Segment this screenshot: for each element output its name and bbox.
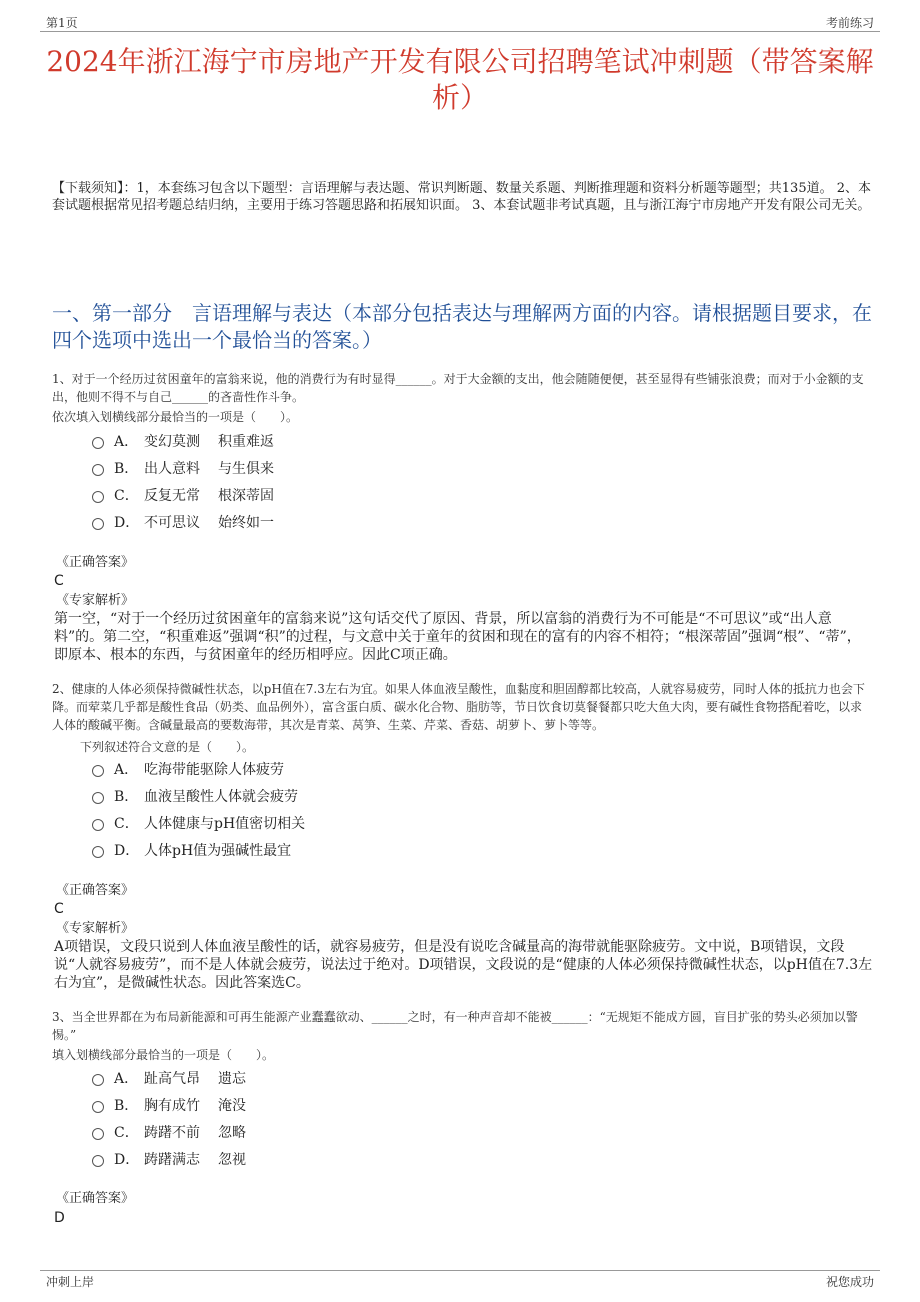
question-3-option-a[interactable]: A． 趾高气昂 遗忘 — [92, 1064, 246, 1091]
footer-right-text: 祝您成功 — [825, 1275, 874, 1289]
document-title: 2024年浙江海宁市房地产开发有限公司招聘笔试冲刺题（带答案解析） — [46, 45, 874, 114]
question-2-option-d[interactable]: D． 人体pH值为强碱性最宜 — [92, 836, 305, 863]
question-3-option-c[interactable]: C． 踌躇不前 忽略 — [92, 1118, 246, 1145]
question-3-answer: D — [54, 1210, 65, 1226]
question-1-option-b[interactable]: B． 出人意料 与生俱来 — [92, 454, 274, 481]
radio-icon[interactable] — [92, 1101, 104, 1113]
page-number: 第1页 — [46, 16, 78, 30]
radio-icon[interactable] — [92, 464, 104, 476]
header-divider — [40, 31, 880, 32]
radio-icon[interactable] — [92, 1155, 104, 1167]
answer-label: 《正确答案》 — [56, 883, 135, 898]
question-1-options — [92, 427, 274, 535]
question-3-prompt: 填入划横线部分最恰当的一项是（ ）。 — [52, 1048, 275, 1062]
download-notice: 【下载须知】：1，本套练习包含以下题型：言语理解与表达题、常识判断题、数量关系题、判断推理题和资料分析题等题型；共135道。 2、本套试题根据常见招考题总结归纳，主要用于练习答题思路和拓展知识面。 3、本套试题非考试真题，且与浙江海宁市房地产开发有限公司无关。 — [52, 181, 871, 213]
question-2-analysis: A项错误，文段只说到人体血液呈酸性的话，就容易疲劳，但是没有说吃含碱量高的海带就能驱除疲劳。文中说，B项错误，文段说“人就容易疲劳”，而不是人体就会疲劳，说法过于绝对。D项错误，文段说的是“健康的人体必须保持微碱性状态，以pH值在7.3左右为宜”，是微碱性状态。因此答案选C。 — [54, 939, 873, 991]
radio-icon[interactable] — [92, 1074, 104, 1086]
footer-divider — [40, 1270, 880, 1271]
question-3-options — [92, 1064, 246, 1172]
question-1-option-a[interactable]: A． 变幻莫测 积重难返 — [92, 427, 274, 454]
radio-icon[interactable] — [92, 491, 104, 503]
radio-icon[interactable] — [92, 765, 104, 777]
question-2-option-b[interactable]: B． 血液呈酸性人体就会疲劳 — [92, 782, 305, 809]
question-1-prompt: 依次填入划横线部分最恰当的一项是（ ）。 — [52, 410, 299, 424]
section-heading: 一、第一部分 言语理解与表达（本部分包括表达与理解两方面的内容。请根据题目要求，在四个选项中选出一个最恰当的答案。） — [52, 301, 872, 352]
question-1-text: 1、对于一个经历过贫困童年的富翁来说，他的消费行为有时显得______。对于大金额的支出，他会随随便便，甚至显得有些铺张浪费；而对于小金额的支出，他则不得不与自己______的吝啬性作斗争。 — [52, 372, 864, 404]
header-tag: 考前练习 — [825, 16, 874, 30]
footer-left-text: 冲刺上岸 — [46, 1275, 95, 1289]
question-1-answer: C — [54, 573, 64, 589]
question-2-option-a[interactable]: A． 吃海带能驱除人体疲劳 — [92, 755, 305, 782]
question-1-option-d[interactable]: D． 不可思议 始终如一 — [92, 508, 274, 535]
answer-label: 《正确答案》 — [56, 1191, 135, 1206]
question-1-analysis: 第一空，“对于一个经历过贫困童年的富翁来说”这句话交代了原因、背景，所以富翁的消费行为不可能是“不可思议”或“出人意料”的。第二空，“积重难返”强调“积”的过程，与文意中关于童年的贫困和现在的富有的内容不相符；“根深蒂固”强调“根”、“蒂”，即原本、根本的东西，与贫困童年的经历相呼应。因此C项正确。 — [54, 611, 861, 663]
radio-icon[interactable] — [92, 437, 104, 449]
radio-icon[interactable] — [92, 846, 104, 858]
question-1-option-c[interactable]: C． 反复无常 根深蒂固 — [92, 481, 274, 508]
analysis-label: 《专家解析》 — [56, 921, 135, 936]
question-2-option-c[interactable]: C． 人体健康与pH值密切相关 — [92, 809, 305, 836]
analysis-label: 《专家解析》 — [56, 593, 135, 608]
answer-label: 《正确答案》 — [56, 555, 135, 570]
radio-icon[interactable] — [92, 792, 104, 804]
question-3-option-b[interactable]: B． 胸有成竹 淹没 — [92, 1091, 246, 1118]
question-2-text: 2、健康的人体必须保持微碱性状态，以pH值在7.3左右为宜。如果人体血液呈酸性，血黏度和胆固醇都比较高，人就容易疲劳，同时人体的抵抗力也会下降。而荤菜几乎都是酸性食品（奶类、血品例外），富含蛋白质、碳水化合物、脂肪等，节日饮食切莫餐餐都只吃大鱼大肉，要有碱性食物搭配着吃，以求人体的酸碱平衡。含碱量最高的要数海带，其次是青菜、莴笋、生菜、芹菜、香菇、胡萝卜、萝卜等等。 — [52, 682, 865, 732]
question-2-prompt: 下列叙述符合文意的是（ ）。 — [80, 740, 255, 754]
radio-icon[interactable] — [92, 1128, 104, 1140]
radio-icon[interactable] — [92, 518, 104, 530]
question-2-answer: C — [54, 901, 64, 917]
question-3-text: 3、当全世界都在为布局新能源和可再生能源产业蠢蠢欲动、______之时，有一种声音却不能被______：“无规矩不能成方圆，盲目扩张的势头必须加以警惕。” — [52, 1010, 858, 1042]
question-2-options — [92, 755, 305, 863]
question-3-option-d[interactable]: D． 踌躇满志 忽视 — [92, 1145, 246, 1172]
radio-icon[interactable] — [92, 819, 104, 831]
